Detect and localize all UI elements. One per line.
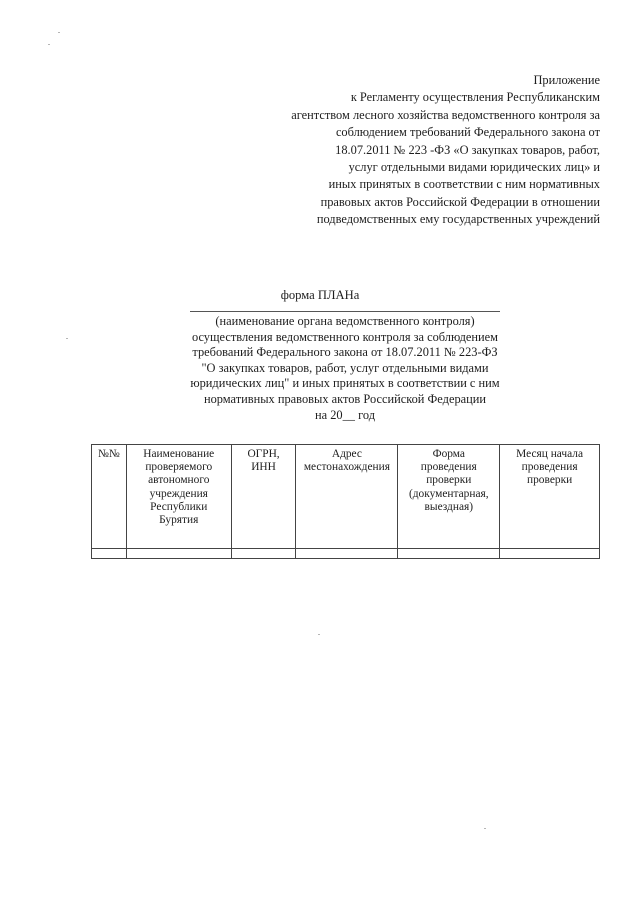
column-header-label: местонахождения xyxy=(303,461,390,474)
table-header-row xyxy=(92,445,600,549)
column-header-label: ИНН xyxy=(251,461,276,474)
table-cell xyxy=(231,549,296,559)
column-header-label: (документарная, xyxy=(408,487,489,500)
scan-speck xyxy=(318,634,320,635)
plan-subtitle-line: (наименование органа ведомственного контроля) xyxy=(215,314,475,328)
column-header-label: №№ xyxy=(98,448,120,460)
column-header-label: выездная) xyxy=(424,500,474,513)
column-header-label: ОГРН, xyxy=(247,448,280,460)
scan-speck xyxy=(66,338,68,339)
appendix-header-line: соблюдением требований Федерального закона от xyxy=(335,125,600,140)
column-header-label: проверки xyxy=(426,474,472,487)
appendix-header xyxy=(200,72,600,229)
table-cell xyxy=(92,549,127,559)
column-header xyxy=(296,445,398,549)
appendix-header-line: подведомственных ему государственных учреждений xyxy=(316,212,600,227)
form-title: форма ПЛАНа xyxy=(280,288,360,302)
plan-subtitle-line: требований Федерального закона от 18.07.2011 № 223-ФЗ xyxy=(192,345,498,360)
scan-speck xyxy=(58,32,60,33)
appendix-header-line: агентством лесного хозяйства ведомственного контроля за xyxy=(291,107,600,122)
column-header-label: проведения xyxy=(420,461,477,474)
plan-subtitle-line: "О закупках товаров, работ, услуг отдельными видами xyxy=(201,360,489,375)
appendix-header-line: иных принятых в соответствии с ним нормативных xyxy=(328,177,600,192)
column-header-label: Бурятия xyxy=(159,514,199,527)
column-header-label: проверки xyxy=(527,474,573,487)
plan-subtitle-line: осуществления ведомственного контроля за соблюдением xyxy=(191,329,499,344)
column-header xyxy=(398,445,500,549)
column-header-label: Форма xyxy=(432,448,465,460)
appendix-header-line: правовых актов Российской Федерации в отношении xyxy=(320,194,600,209)
table-cell xyxy=(398,549,500,559)
appendix-header-line: к Регламенту осуществления Республиканским xyxy=(350,90,600,105)
column-header-label: проведения xyxy=(521,461,578,474)
column-header-label: проверяемого xyxy=(145,461,213,474)
column-header xyxy=(500,445,600,549)
column-header-label: Месяц начала xyxy=(516,448,584,460)
column-header-label: учреждения xyxy=(149,487,208,500)
scan-speck xyxy=(484,828,486,829)
plan-subtitle-line: юридических лиц" и иных принятых в соответствии с ним xyxy=(190,376,500,391)
plan-table xyxy=(91,444,600,559)
column-header-label: автономного xyxy=(148,474,210,487)
fill-in-rule xyxy=(190,311,500,312)
column-header-label: Адрес xyxy=(331,448,362,460)
scan-speck xyxy=(48,44,50,45)
table-cell xyxy=(126,549,231,559)
column-header xyxy=(126,445,231,549)
column-header-label: Наименование xyxy=(143,448,215,460)
appendix-header-line: 18.07.2011 № 223 -ФЗ «О закупках товаров, работ, xyxy=(335,142,600,157)
plan-subtitle xyxy=(180,311,510,423)
appendix-header-line: услуг отдельными видами юридических лиц» и xyxy=(348,160,600,175)
table-cell xyxy=(296,549,398,559)
plan-subtitle-line: нормативных правовых актов Российской Федерации xyxy=(203,391,487,406)
column-header xyxy=(231,445,296,549)
column-header-label: Республики xyxy=(150,500,208,513)
appendix-header-line: Приложение xyxy=(533,73,600,87)
table-cell xyxy=(500,549,600,559)
plan-subtitle-line: на 20__ год xyxy=(314,407,376,422)
table-row xyxy=(92,549,600,559)
column-header xyxy=(92,445,127,549)
